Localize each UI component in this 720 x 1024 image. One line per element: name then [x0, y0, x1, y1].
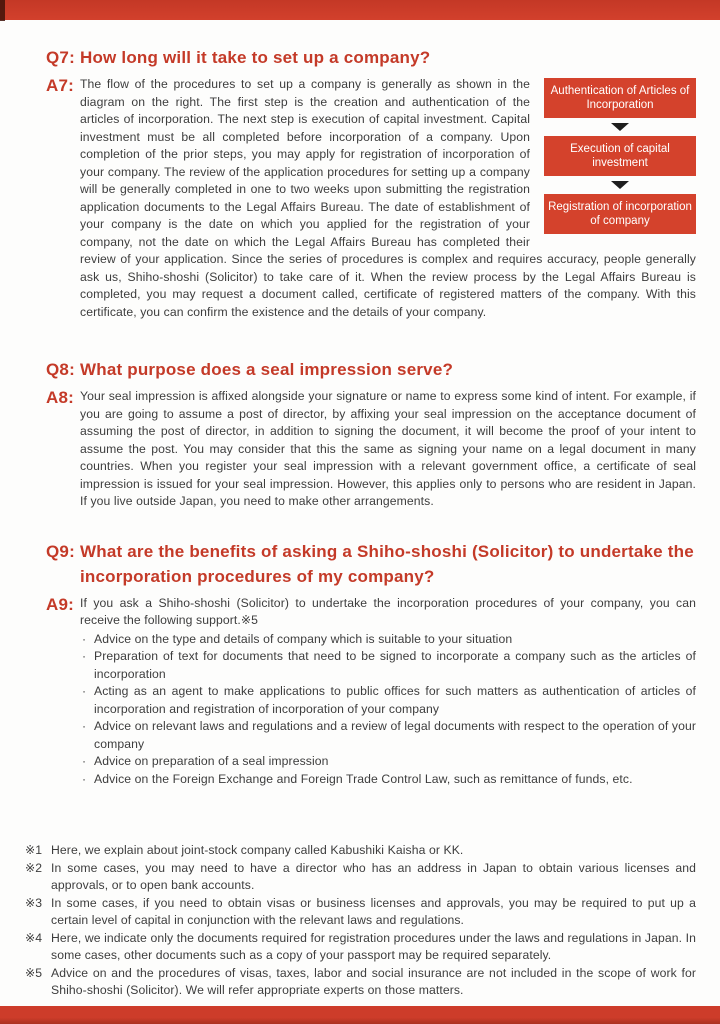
bullet-icon: · [82, 649, 87, 663]
answer-body-q8 [80, 388, 696, 511]
support-item-text: Acting as an agent to make applications to public offices for such matters as authentication of articles of incorporation and registration of incorporation of your company [94, 684, 696, 716]
answer-body-q9 [80, 595, 696, 789]
footnote-text: Here, we explain about joint-stock company called Kabushiki Kaisha or KK. [51, 843, 464, 857]
question-title-q7: How long will it take to set up a company? [80, 48, 431, 67]
question-heading-q8 [46, 357, 696, 382]
footnote-marker: ※5 [25, 965, 42, 980]
arrow-down-icon [611, 123, 629, 131]
footnote-text: In some cases, you may need to have a director who has an address in Japan to obtain various licenses and approvals, or to open bank accounts. [51, 860, 696, 892]
answer-row-q7 [46, 76, 696, 321]
incorporation-flow-diagram [544, 78, 696, 234]
arrow-down-icon [611, 181, 629, 189]
bottom-red-bar [0, 1006, 720, 1024]
bullet-icon: · [82, 684, 87, 698]
section-q9 [46, 539, 696, 789]
footnote-marker: ※4 [25, 930, 42, 945]
support-item-text: Advice on the Foreign Exchange and Foreign Trade Control Law, such as remittance of funds, etc. [94, 771, 633, 786]
support-item-text: Advice on preparation of a seal impression [94, 754, 329, 768]
question-heading-q9 [46, 539, 696, 589]
footnote-marker: ※1 [25, 843, 42, 857]
footnote-text: Here, we indicate only the documents required for registration procedures under the laws and regulations in Japan. In some cases, other documents such as a copy of your passport may be required separately. [51, 930, 696, 962]
footnote-text: Advice on and the procedures of visas, taxes, labor and social insurance are not included in the scope of work for Shiho-shoshi (Solicitor). We will refer appropriate experts on those matters. [51, 965, 696, 997]
answer-intro-q9: If you ask a Shiho-shoshi (Solicitor) to undertake the incorporation procedures of your company, you can receive the following support.※5 [80, 595, 696, 627]
footnote-4 [25, 930, 696, 965]
answer-row-q8 [46, 388, 696, 511]
support-list-item [80, 753, 696, 771]
flow-step-registration: Registration of incorporation of company [544, 194, 696, 234]
footnote-marker: ※3 [25, 895, 42, 910]
section-q8 [46, 357, 696, 511]
page-content [0, 20, 720, 1000]
top-red-bar [0, 0, 720, 20]
support-list-item [80, 631, 696, 649]
support-list-item [80, 648, 696, 683]
support-item-text: Advice on the type and details of company which is suitable to your situation [94, 631, 513, 646]
question-heading-q7 [46, 45, 696, 70]
answer-text-q7: The flow of the procedures to set up a company is generally as shown in the diagram on the right. The first step is the creation and authentication of the articles of incorporation. The next step is execution of capital investment. Capital investment must be all completed before incorporation of a company. Upon completion of the prior steps, you may apply for registration of incorporation of your company. The review of the application procedures for setting up a company will be generally completed in one to two weeks upon submitting the registration application documents to the Legal Affairs Bureau. The date of establishment of your company is the date on which you applied for the registration of your company, not the date on which the Legal Affairs Bureau has completed their review of your application. Since the series of procedures is complex and requires accuracy, people generally ask us, Shiho-shoshi (Solicitor) to take care of it. When the review process by the Legal Affairs Bureau is completed, you may request a document called, certificate of registered matters of the company. With this certificate, you can confirm the existence and the details of your company. [80, 77, 696, 319]
question-label-q8: Q8: [46, 360, 75, 379]
answer-label-q8: A8: [46, 388, 74, 407]
answer-body-q7 [80, 76, 696, 321]
support-list-item [80, 683, 696, 718]
footnote-5 [25, 965, 696, 1000]
question-label-q9: Q9: [46, 541, 75, 561]
footnotes [25, 842, 696, 1000]
answer-label-q7: A7: [46, 76, 74, 95]
question-title-q8: What purpose does a seal impression serve? [80, 360, 454, 379]
answer-text-q8: Your seal impression is affixed alongside your signature or name to express some kind of intent. For example, if you are going to assume a post of director, by affixing your seal impression on the acceptance document of assuming the post of director, in addition to signing the document, it will become the proof of your intent to assume the post. You may consider that this the same as signing your name on a legal document in many countries. When you register your seal impression with a relevant government office, a certificate of seal impression is issued for your seal impression. However, this applies only to persons who are resident in Japan. If you live outside Japan, you need to make other arrangements. [80, 389, 696, 508]
scan-corner-mark [0, 0, 5, 21]
answer-label-q9: A9: [46, 594, 74, 614]
flow-step-authentication: Authentication of Articles of Incorporation [544, 78, 696, 118]
support-list-item [80, 771, 696, 789]
section-q7 [46, 45, 696, 321]
support-list-item [80, 718, 696, 753]
bullet-icon: · [82, 631, 87, 646]
footnote-text: In some cases, if you need to obtain visas or business licenses and approvals, you may be required to put up a certain level of capital in conjunction with the relevant laws and regulations. [51, 895, 696, 927]
footnote-3 [25, 895, 696, 930]
bullet-icon: · [82, 771, 87, 786]
support-list [80, 631, 696, 789]
bullet-icon: · [82, 754, 87, 768]
support-item-text: Advice on relevant laws and regulations and a review of legal documents with respect to the operation of your company [94, 719, 696, 751]
support-item-text: Preparation of text for documents that need to be signed to incorporate a company such as the articles of incorporation [94, 649, 696, 681]
question-label-q7: Q7: [46, 48, 75, 67]
footnote-marker: ※2 [25, 860, 42, 875]
bullet-icon: · [82, 719, 87, 733]
answer-row-q9 [46, 595, 696, 789]
footnote-2 [25, 860, 696, 895]
footnote-1 [25, 842, 696, 860]
flow-step-capital: Execution of capital investment [544, 136, 696, 176]
question-title-q9: What are the benefits of asking a Shiho-shoshi (Solicitor) to undertake the incorporation procedures of my company? [80, 541, 694, 586]
